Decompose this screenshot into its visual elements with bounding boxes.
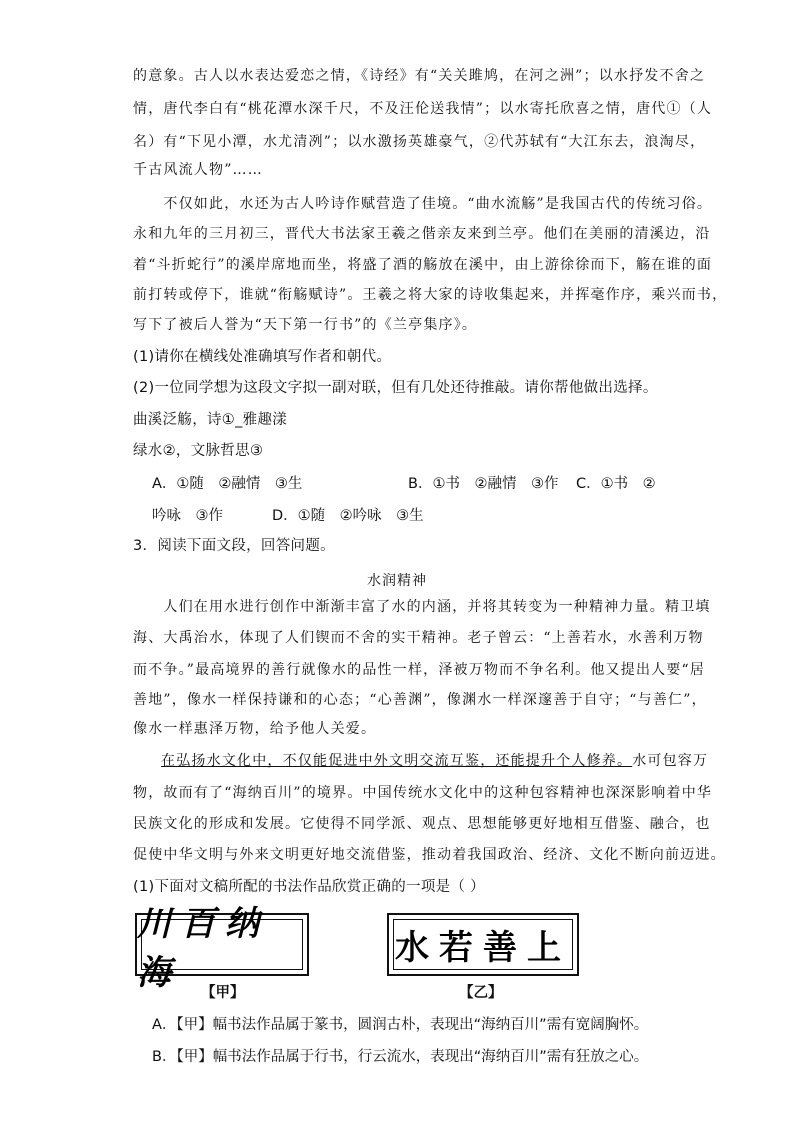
calligraphy-yi-text: 水若善上 (395, 928, 571, 968)
question-3-heading: 3．阅读下面文段，回答问题。 (133, 538, 335, 554)
underlined-sentence: 在弘扬水文化中，不仅能促进中外文明交流互鉴，还能提升个人修养。 (161, 753, 633, 769)
passage-line: 情，唐代李白有“桃花潭水深千尺，不及汪伦送我情”；以水寄托欣喜之情，唐代①（人 (133, 101, 713, 117)
calligraphy-yi (387, 913, 579, 976)
passage-line: 而不争。”最高境界的善行就像水的品性一样，泽被万物而不争名利。他又提出人要“居 (133, 662, 706, 678)
passage-text: 水可包容万 (632, 753, 709, 769)
question-2-1: (1)请你在横线处准确填写作者和朝代。 (133, 349, 392, 365)
passage-line: 着“斗折蛇行”的溪岸席地而坐，将盛了酒的觞放在溪中，由上游徐徐而下，觞在谁的面 (133, 257, 713, 273)
passage-line: 民族文化的形成和发展。它使得不同学派、观点、思想能够更好地相互借鉴、融合，也 (133, 816, 711, 832)
passage-line: 写下了被后人誉为“天下第一行书”的《兰亭集序》。 (133, 317, 478, 333)
passage-line: 前打转或停下，谁就“衔觞赋诗”。王羲之将大家的诗收集起来，并挥毫作序，乘兴而书， (133, 287, 728, 303)
passage-line: 像水一样惠泽万物，给予他人关爱。 (133, 721, 377, 737)
option-c[interactable]: C．①书 ② (576, 476, 656, 492)
passage-line: 物，故而有了“海纳百川”的境界。中国传统水文化中的这种包容精神也深深影响着中华 (133, 785, 713, 801)
caption-jia: 【甲】 (201, 985, 245, 1001)
passage-title: 水润精神 (367, 573, 427, 589)
passage-line: 不仅如此，水还为古人吟诗作赋营造了佳境。“曲水流觞”是我国古代的传统习俗。 (133, 196, 713, 212)
option-a[interactable]: A．【甲】幅书法作品属于篆书，圆润古朴，表现出“海纳百川”需有宽阔胸怀。 (152, 1017, 649, 1033)
couplet-line-2: 绿水②，文脉哲思③ (133, 443, 264, 459)
passage-line: 促使中华文明与外来文明更好地交流借鉴，推动着我国政治、经济、文化不断向前迈进。 (133, 847, 726, 863)
option-a[interactable]: A．①随 ②融情 ③生 (152, 476, 303, 492)
passage-line: 的意象。古人以水表达爱恋之情，《诗经》有“关关雎鸠，在河之洲”；以水抒发不舍之 (133, 68, 706, 84)
option-b[interactable]: B．①书 ②融情 ③作 (408, 476, 559, 492)
couplet-line-1: 曲溪泛觞，诗①_雅趣漾 (133, 412, 288, 428)
calligraphy-jia (135, 903, 309, 993)
passage-line: 人们在用水进行创作中渐渐丰富了水的内涵，并将其转变为一种精神力量。精卫填 (133, 599, 711, 615)
passage-line: 千古风流人物”…… (133, 162, 263, 178)
passage-line: 海、大禹治水，体现了人们锲而不舍的实干精神。老子曾云：“上善若水，水善利万物 (133, 630, 704, 646)
calligraphy-jia-text: 川百纳海 (137, 903, 269, 993)
caption-yi: 【乙】 (459, 985, 503, 1001)
passage-line: 善地”，像水一样保持谦和的心态；“心善渊”，像渊水一样深邃善于自守；“与善仁”， (133, 692, 707, 708)
question-2-2: (2)一位同学想为这段文字拟一副对联，但有几处还待推敲。请你帮他做出选择。 (133, 380, 658, 396)
option-c-continued: 吟咏 ③作 (152, 508, 223, 524)
question-3-1: (1)下面对文稿所配的书法作品欣赏正确的一项是（ ） (133, 879, 485, 895)
passage-line: 名）有“下见小潭，水尤清冽”；以水激扬英雄豪气，②代苏轼有“大江东去，浪淘尽， (133, 134, 706, 150)
passage-line-underlined (161, 751, 708, 771)
option-d[interactable]: D．①随 ②吟咏 ③生 (272, 508, 424, 524)
option-b[interactable]: B．【甲】幅书法作品属于行书，行云流水，表现出“海纳百川”需有狂放之心。 (152, 1049, 649, 1065)
passage-line: 永和九年的三月初三，晋代大书法家王羲之偕亲友来到兰亭。他们在美丽的清溪边，沿 (133, 226, 711, 242)
